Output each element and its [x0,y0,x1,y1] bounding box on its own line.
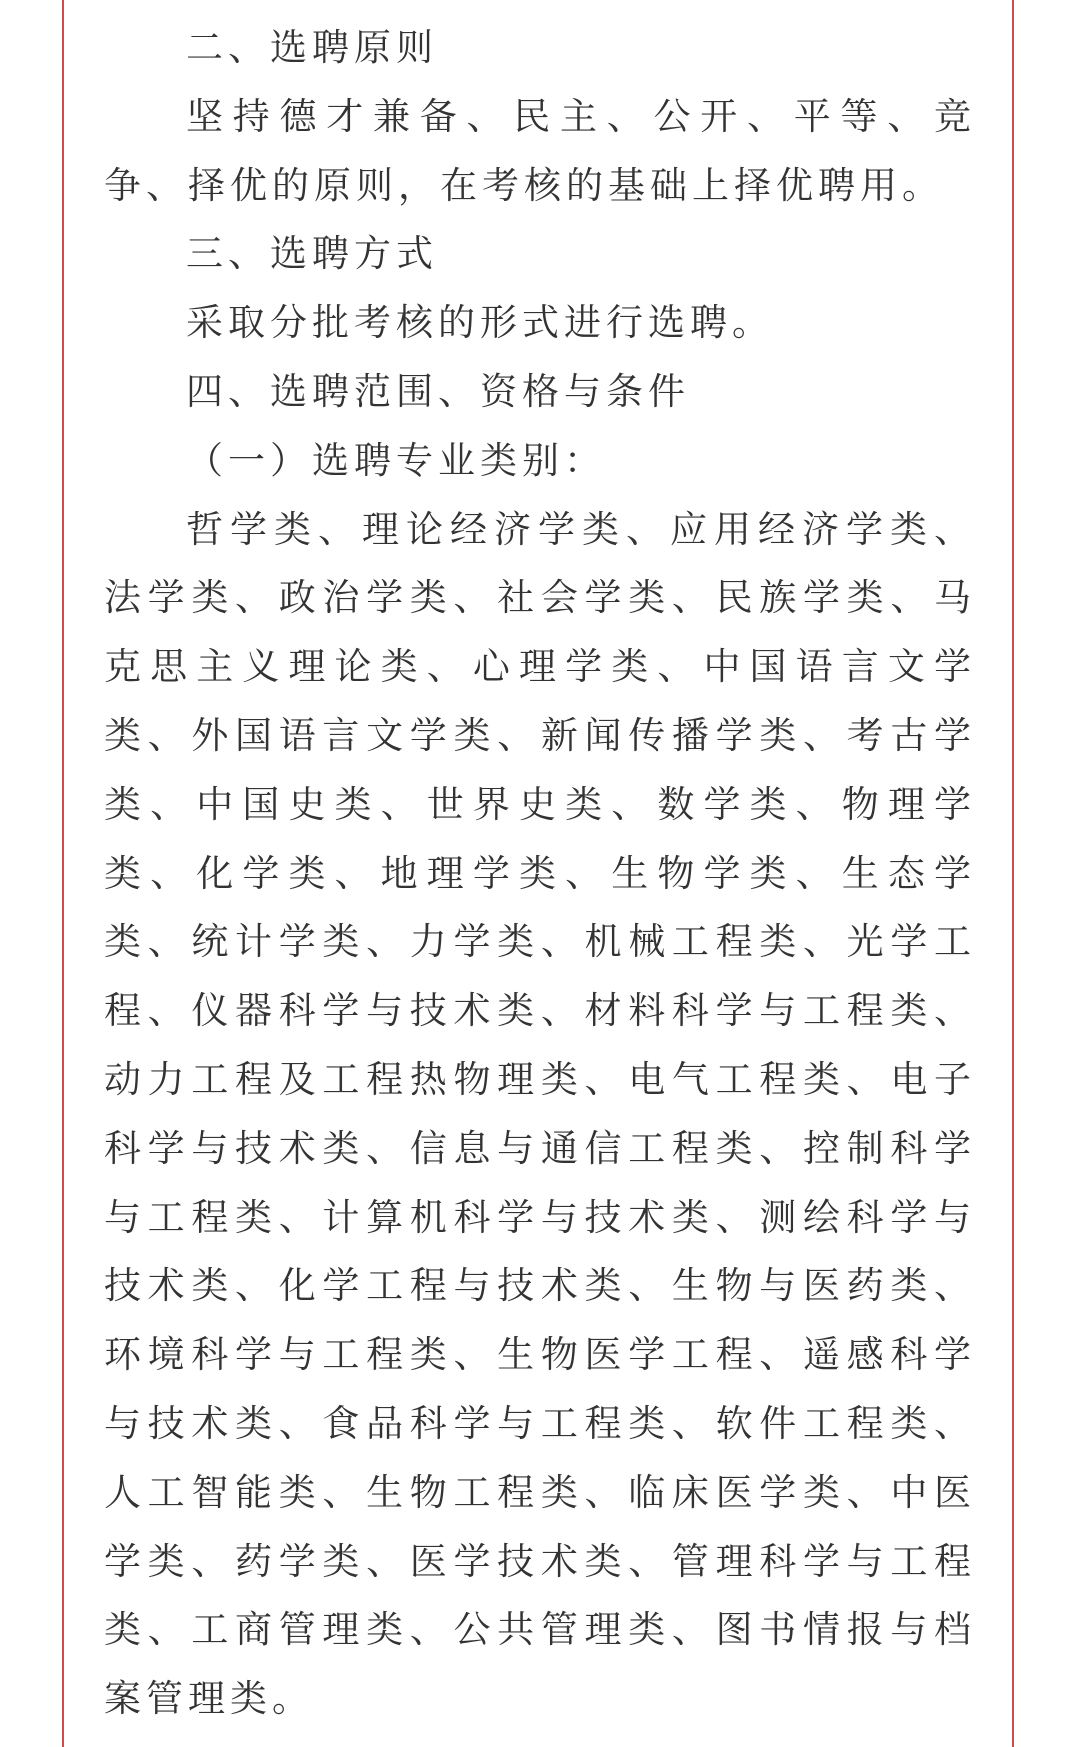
section-body-method: 采取分批考核的形式进行选聘。 [186,301,774,345]
section-heading-scope: 四、选聘范围、资格与条件 [186,369,690,413]
section-heading-principles: 二、选聘原则 [186,26,438,69]
document-body [104,14,976,1734]
section-heading-method: 三、选聘方式 [186,232,438,276]
section-body-principles: 坚持德才兼备、民主、公开、平等、竞争、择优的原则，在考核的基础上择优聘用。 [104,94,976,207]
subsection-body-majors: 哲学类、理论经济学类、应用经济学类、法学类、政治学类、社会学类、民族学类、马克思主义理论类、心理学类、中国语言文学类、外国语言文学类、新闻传播学类、考古学类、中国史类、世界史类、数学类、物理学类、化学类、地理学类、生物学类、生态学类、统计学类、力学类、机械工程类、光学工程、仪器科学与技术类、材料科学与工程类、动力工程及工程热物理类、电气工程类、电子科学与技术类、信息与通信工程类、控制科学与工程类、计算机科学与技术类、测绘科学与技术类、化学工程与技术类、生物与医药类、环境科学与工程类、生物医学工程、遥感科学与技术类、食品科学与工程类、软件工程类、人工智能类、生物工程类、临床医学类、中医学类、药学类、医学技术类、管理科学与工程类、工商管理类、公共管理类、图书情报与档案管理类。 [104,507,976,1721]
subsection-heading-majors: （一）选聘专业类别： [186,438,606,482]
